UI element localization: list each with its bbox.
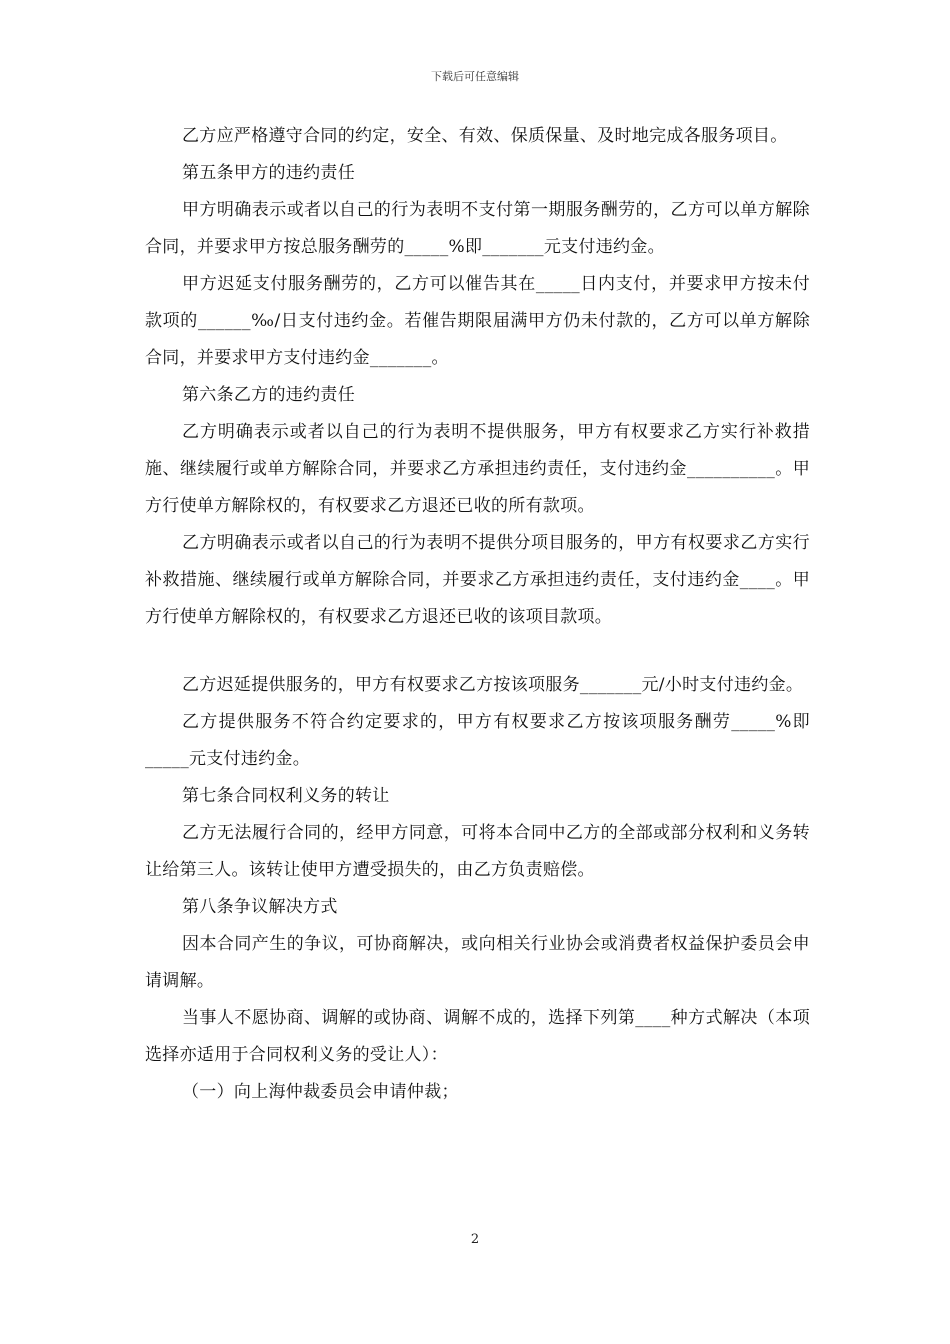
page-number: 2	[470, 1232, 480, 1247]
paragraph-party-b-refusal: 乙方明确表示或者以自己的行为表明不提供服务，甲方有权要求乙方实行补救措施、继续履行或单方解除合同，并要求乙方承担违约责任，支付违约金__________。甲方行使单方解除权的，有权要求乙方退还已收的所有款项。	[145, 422, 810, 516]
paragraph-service-obligation: 乙方应严格遵守合同的约定，安全、有效、保质保量、及时地完成各服务项目。	[182, 126, 788, 146]
document-body	[145, 118, 810, 1111]
article-5-heading: 第五条甲方的违约责任	[182, 163, 355, 183]
article-6-heading: 第六条乙方的违约责任	[182, 385, 355, 405]
paragraph-party-a-refusal: 甲方明确表示或者以自己的行为表明不支付第一期服务酬劳的，乙方可以单方解除合同，并要求甲方按总服务酬劳的_____%即_______元支付违约金。	[145, 200, 810, 257]
article-7-heading: 第七条合同权利义务的转让	[182, 786, 390, 806]
page-header: 下载后可任意编辑	[431, 70, 519, 83]
paragraph-party-b-nonconforming: 乙方提供服务不符合约定要求的，甲方有权要求乙方按该项服务酬劳_____%即_____元支付违约金。	[145, 712, 810, 769]
article-8-heading: 第八条争议解决方式	[182, 897, 338, 917]
paragraph-party-b-delay: 乙方迟延提供服务的，甲方有权要求乙方按该项服务_______元/小时支付违约金。	[182, 675, 804, 695]
paragraph-transfer: 乙方无法履行合同的，经甲方同意，可将本合同中乙方的全部或部分权利和义务转让给第三人。该转让使甲方遭受损失的，由乙方负责赔偿。	[145, 823, 810, 880]
paragraph-party-a-delay: 甲方迟延支付服务酬劳的，乙方可以催告其在_____日内支付，并要求甲方按未付款项的______‰/日支付违约金。若催告期限届满甲方仍未付款的，乙方可以单方解除合同，并要求甲方支付违约金_______。	[145, 274, 810, 368]
paragraph-dispute-choice: 当事人不愿协商、调解的或协商、调解不成的，选择下列第____种方式解决（本项选择亦适用于合同权利义务的受让人）：	[145, 1008, 810, 1065]
paragraph-mediation: 因本合同产生的争议，可协商解决，或向相关行业协会或消费者权益保护委员会申请调解。	[145, 934, 810, 991]
paragraph-arbitration-option: （一）向上海仲裁委员会申请仲裁；	[182, 1082, 459, 1102]
paragraph-spacer	[145, 636, 810, 667]
paragraph-party-b-partial-refusal: 乙方明确表示或者以自己的行为表明不提供分项目服务的，甲方有权要求乙方实行补救措施、继续履行或单方解除合同，并要求乙方承担违约责任，支付违约金____。甲方行使单方解除权的，有权要求乙方退还已收的该项目款项。	[145, 533, 810, 627]
